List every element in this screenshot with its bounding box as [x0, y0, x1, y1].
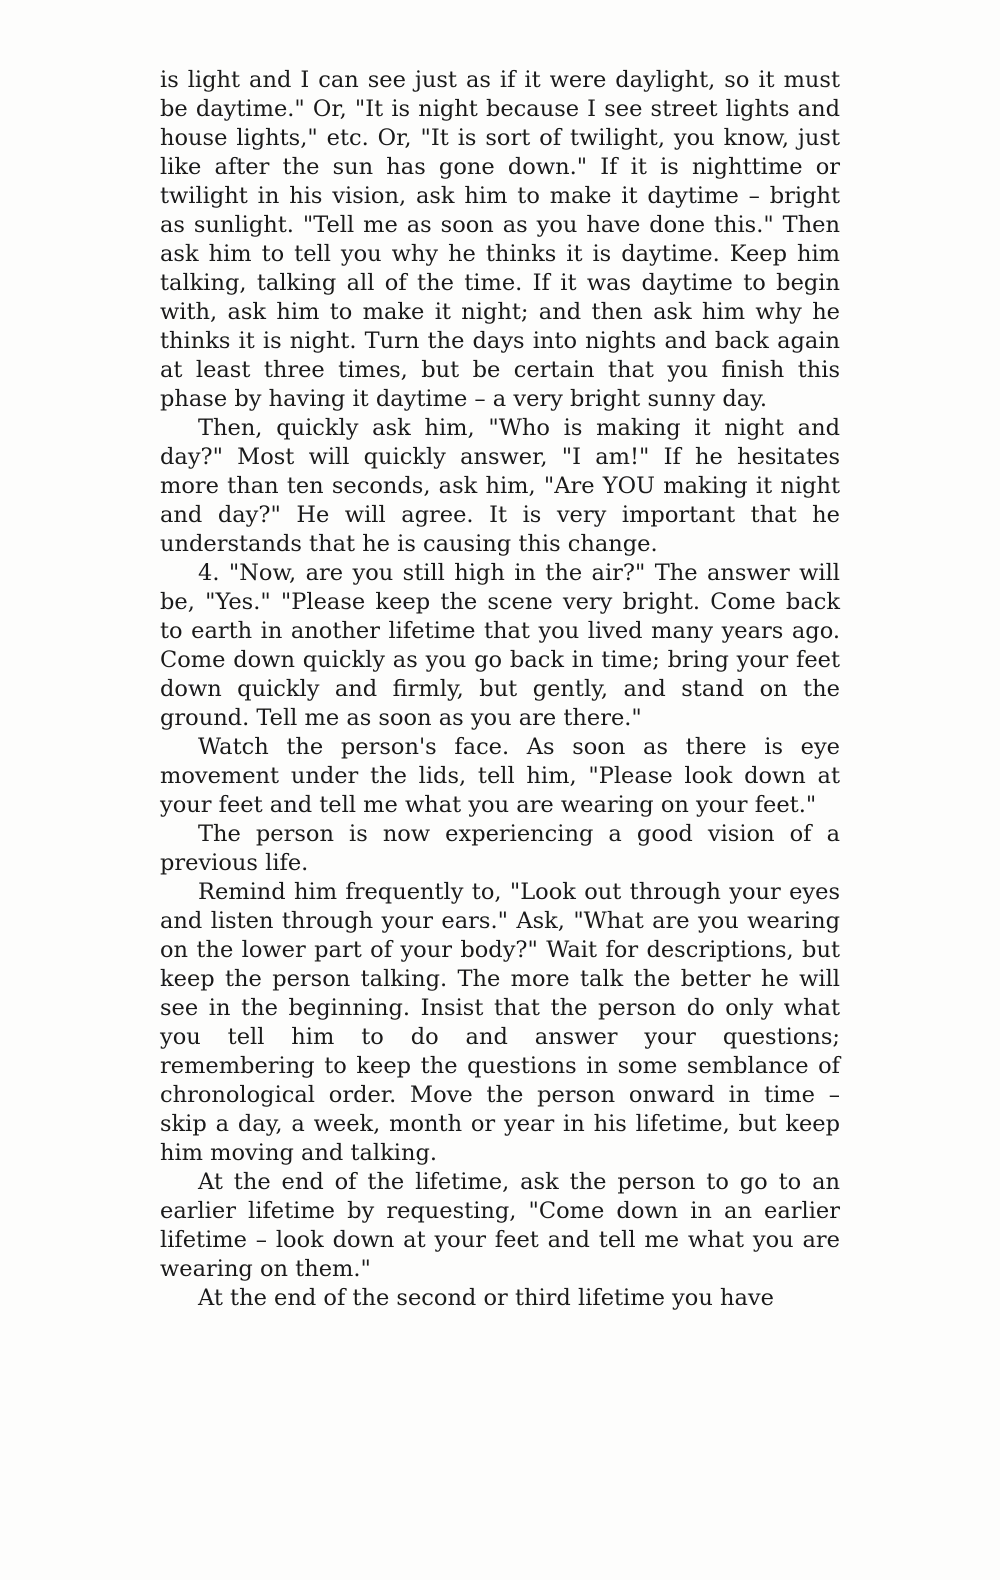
- paragraph: Remind him frequently to, "Look out through your eyes and listen through your ears." Ask, "What are you wearing on the lower part of your body?" Wait for descriptions, but keep the person talking. The more talk the better he will see in the beginning. Insist that the person do only what you tell him to do and answer your questions; remembering to keep the questions in some semblance of chronological order. Move the person onward in time – skip a day, a week, month or year in his lifetime, but keep him moving and talking.: [160, 879, 840, 1166]
- paragraph: At the end of the lifetime, ask the person to go to an earlier lifetime by requesting, "Come down in an earlier lifetime – look down at your feet and tell me what you are wearing on them.": [160, 1169, 840, 1282]
- paragraph: 4. "Now, are you still high in the air?" The answer will be, "Yes." "Please keep the scene very bright. Come back to earth in another lifetime that you lived many years ago. Come down quickly as you go back in time; bring your feet down quickly and firmly, but gently, and stand on the ground. Tell me as soon as you are there.": [160, 560, 840, 731]
- paragraph: The person is now experiencing a good vision of a previous life.: [160, 821, 840, 876]
- paragraph: Then, quickly ask him, "Who is making it night and day?" Most will quickly answer, "I am!" If he hesitates more than ten seconds, ask him, "Are YOU making it night and day?" He will agree. It is very important that he understands that he is causing this change.: [160, 415, 840, 557]
- paragraph: At the end of the second or third lifetime you have: [198, 1285, 774, 1311]
- body-text: [160, 66, 840, 1313]
- paragraph: Watch the person's face. As soon as there is eye movement under the lids, tell him, "Please look down at your feet and tell me what you are wearing on your feet.": [160, 734, 840, 818]
- paragraph: is light and I can see just as if it were daylight, so it must be daytime." Or, "It is night because I see street lights and house lights," etc. Or, "It is sort of twilight, you know, just like after the sun has gone down." If it is nighttime or twilight in his vision, ask him to make it daytime – bright as sunlight. "Tell me as soon as you have done this." Then ask him to tell you why he thinks it is daytime. Keep him talking, talking all of the time. If it was daytime to begin with, ask him to make it night; and then ask him why he thinks it is night. Turn the days into nights and back again at least three times, but be certain that you finish this phase by having it daytime – a very bright sunny day.: [160, 67, 840, 412]
